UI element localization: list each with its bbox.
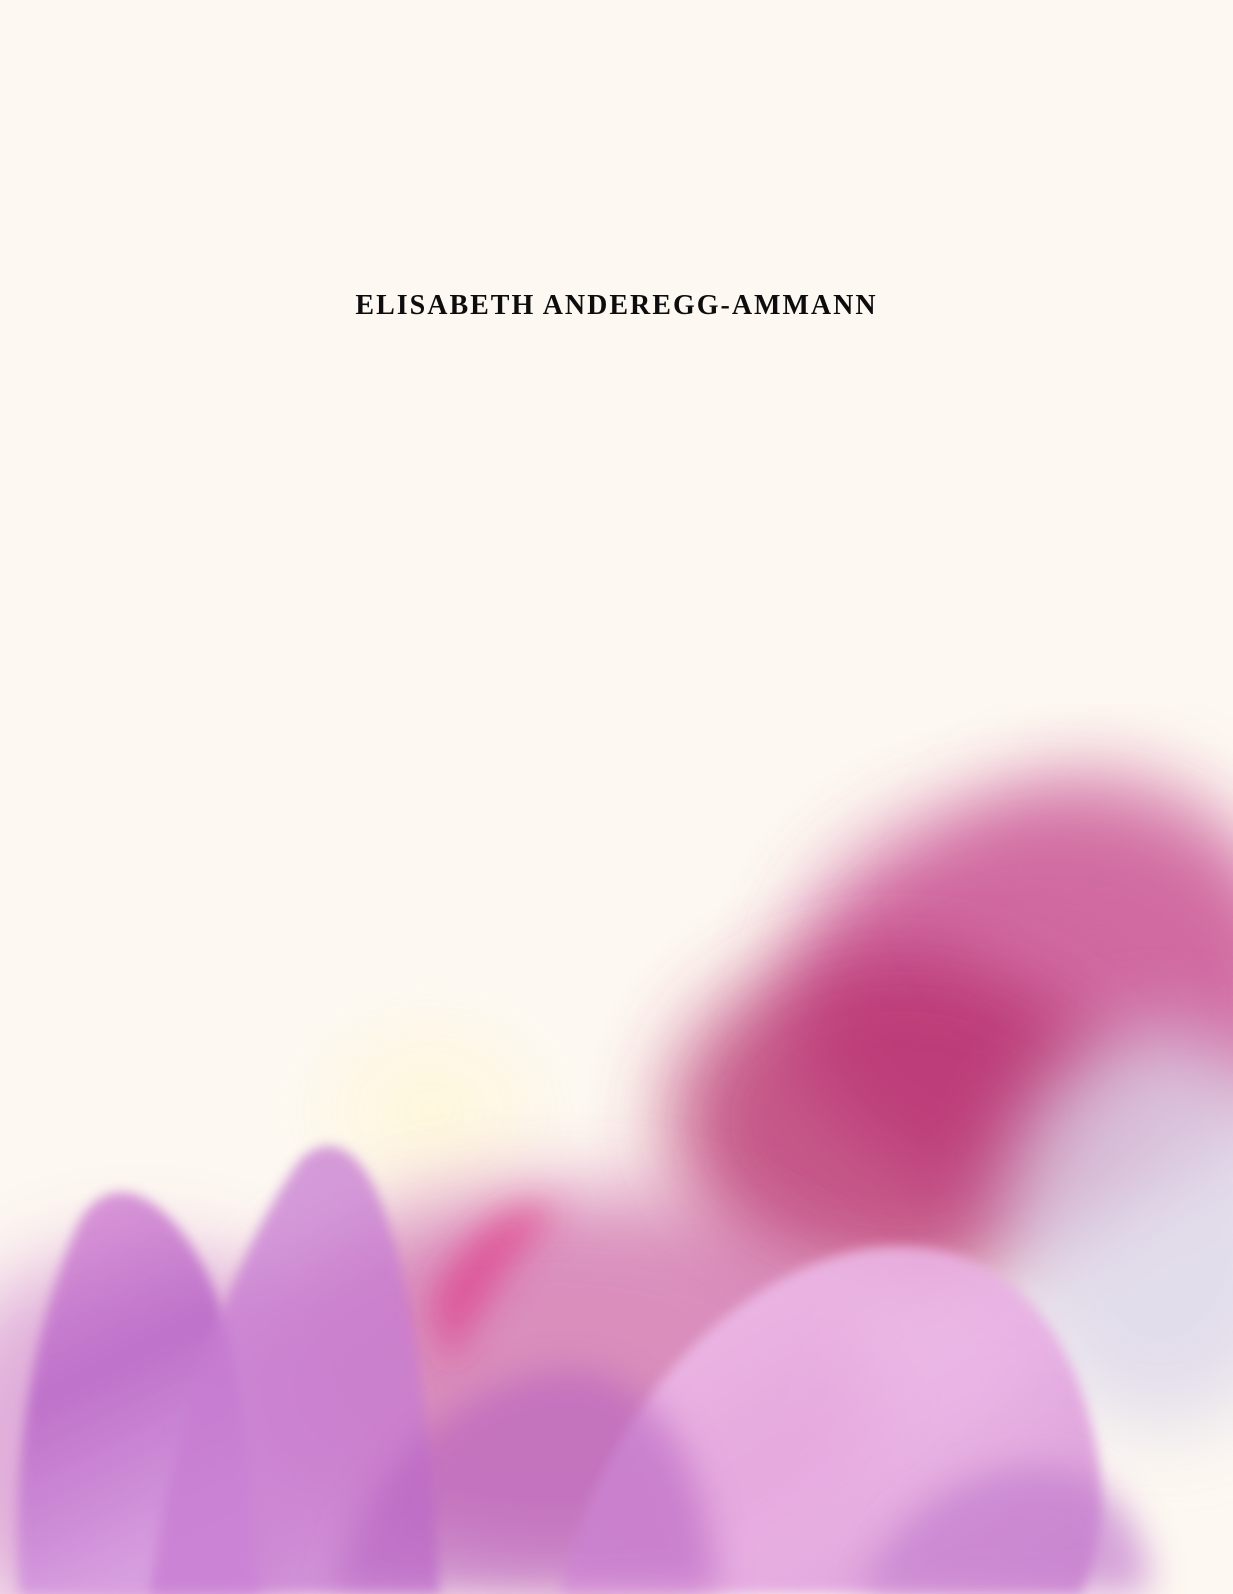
deceased-name: ELISABETH ANDEREGG-AMMANN [355,290,878,321]
